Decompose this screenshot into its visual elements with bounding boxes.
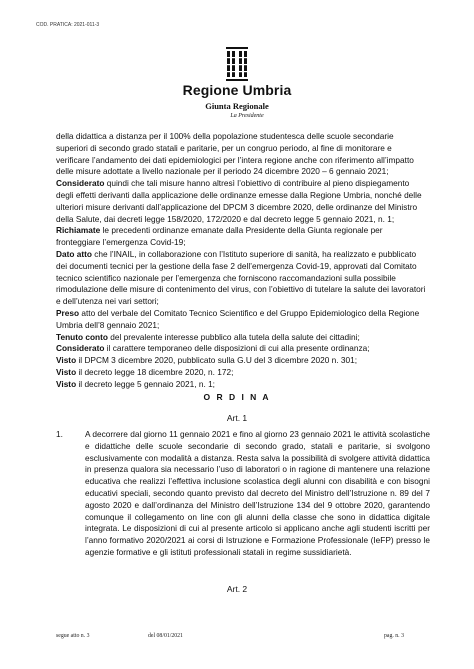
preamble-body: [56, 131, 426, 391]
preamble-paragraph: [56, 308, 426, 332]
preamble-paragraph: [56, 367, 426, 379]
footer-date: del 08/01/2021: [148, 633, 183, 639]
presidente-label: La Presidente: [230, 113, 264, 119]
paragraph-text: il DPCM 3 dicembre 2020, pubblicato sulla G.U del 3 dicembre 2020 n. 301;: [76, 355, 358, 366]
paragraph-text: il decreto legge 18 dicembre 2020, n. 172;: [76, 366, 234, 377]
article-1-text: A decorrere dal giorno 11 gennaio 2021 e fino al giorno 23 gennaio 2021 le attività scolastiche e didattiche delle scuole secondarie di secondo grado, statali e paritarie, si svolgono esclusivamente con modalità a distanza. Resta salva la possibilità di svolgere attività didattica in presenza qualora sia necessario l’uso di laboratori o in ragione di mantenere una relazione educativa che realizzi l’effettiva inclusione scolastica degli alunni con disabilità e con bisogni educativi speciali, secondo quanto previsto dal decreto del Ministro dell’Istruzione n. 89 del 7 agosto 2020 e dall’ordinanza del Ministro dell’Istruzione 134 del 9 ottobre 2020, garantendo comunque il collegamento on line con gli alunni della classe che sono in didattica digitale integrata. Le disposizioni di cui al presente articolo si applicano anche agli studenti iscritti per l’anno formativo 2020/2021 ai corsi di Istruzione e Formazione Professionale (IeFP) presso le agenzie formative e gli istituti professionali statali in regime sussidiarietà.: [85, 429, 430, 557]
preamble-paragraph: [56, 343, 426, 355]
preamble-paragraph: [56, 379, 426, 391]
document-code: COD. PRATICA: 2021-011-3: [36, 22, 100, 28]
paragraph-text: il carattere temporaneo delle disposizioni di cui alla presente ordinanza;: [104, 343, 370, 354]
preamble-paragraph: [56, 178, 426, 225]
paragraph-lead: Considerato: [56, 343, 105, 354]
preamble-paragraph: [56, 332, 426, 344]
paragraph-text: atto del verbale del Comitato Tecnico Scientifico e del Gruppo Epidemiologico della Regione Umbria dell’8 gennaio 2021;: [56, 307, 420, 330]
footer-page-number: pag. n. 3: [384, 633, 404, 639]
ordina-heading: O R D I N A: [203, 392, 271, 402]
paragraph-text: quindi che tali misure hanno altresì l’obiettivo di contribuire al pieno dispiegamento degli effetti derivanti dalla applicazione delle ordinanze emesse dalla Regione Umbria, nonché delle ulteriori misure derivanti dall’applicazione del DPCM 3 dicembre 2020, delle ordinanze del Ministro della Salute, dai decreti legge 158/2020, 172/2020 e dal decreto legge 5 gennaio 2021, n. 1;: [56, 178, 422, 224]
paragraph-lead: Dato atto: [56, 248, 92, 259]
paragraph-lead: Visto: [56, 366, 77, 377]
paragraph-text: del prevalente interesse pubblico alla tutela della salute dei cittadini;: [107, 331, 360, 342]
article-1-title: Art. 1: [226, 413, 248, 423]
paragraph-text: le precedenti ordinanze emanate dalla Presidente della Giunta regionale per fronteggiare l’emergenza Covid-19;: [56, 225, 383, 248]
paragraph-lead: Considerato: [56, 178, 105, 189]
regione-umbria-logo-icon: [226, 47, 248, 81]
paragraph-text: che l’INAIL, in collaborazione con l’Istituto superiore di sanità, ha realizzato e pubblicato dei documenti tecnici per la gestione della fase 2 dell’emergenza Covid-19, approvati dal Comitato tecnico scientifico nazionale per l’emergenza che forniscono raccomandazioni sulla possibile rimodulazione delle misure di contenimento del virus, con l’obiettivo di tutelare la salute dei lavoratori e dell’utenza nei vari settori;: [56, 248, 426, 307]
giunta-subtitle: Giunta Regionale: [205, 101, 269, 111]
paragraph-lead: Tenuto conto: [56, 331, 108, 342]
preamble-paragraph: [56, 225, 426, 249]
preamble-paragraph: [56, 131, 426, 178]
region-title: Regione Umbria: [182, 82, 292, 98]
paragraph-lead: Preso: [56, 307, 80, 318]
article-2-title: Art. 2: [226, 584, 248, 594]
paragraph-text: il decreto legge 5 gennaio 2021, n. 1;: [76, 378, 215, 389]
preamble-paragraph: [56, 249, 426, 308]
paragraph-lead: Visto: [56, 355, 77, 366]
footer-act-number: segue atto n. 3: [56, 633, 90, 639]
article-1-item-number: 1.: [56, 429, 63, 439]
paragraph-lead: Richiamate: [56, 225, 101, 236]
preamble-paragraph: [56, 355, 426, 367]
paragraph-text: della didattica a distanza per il 100% della popolazione studentesca delle scuole secondarie superiori di secondo grado statali e paritarie, per un congruo periodo, al fine di monitorare e verificare l’andamento dei dati epidemiologici per l’intera regione anche con riferimento all’impatto delle misure adottate a livello nazionale per il periodo 24 dicembre 2020 – 6 gennaio 2021;: [56, 131, 414, 177]
paragraph-lead: Visto: [56, 378, 77, 389]
